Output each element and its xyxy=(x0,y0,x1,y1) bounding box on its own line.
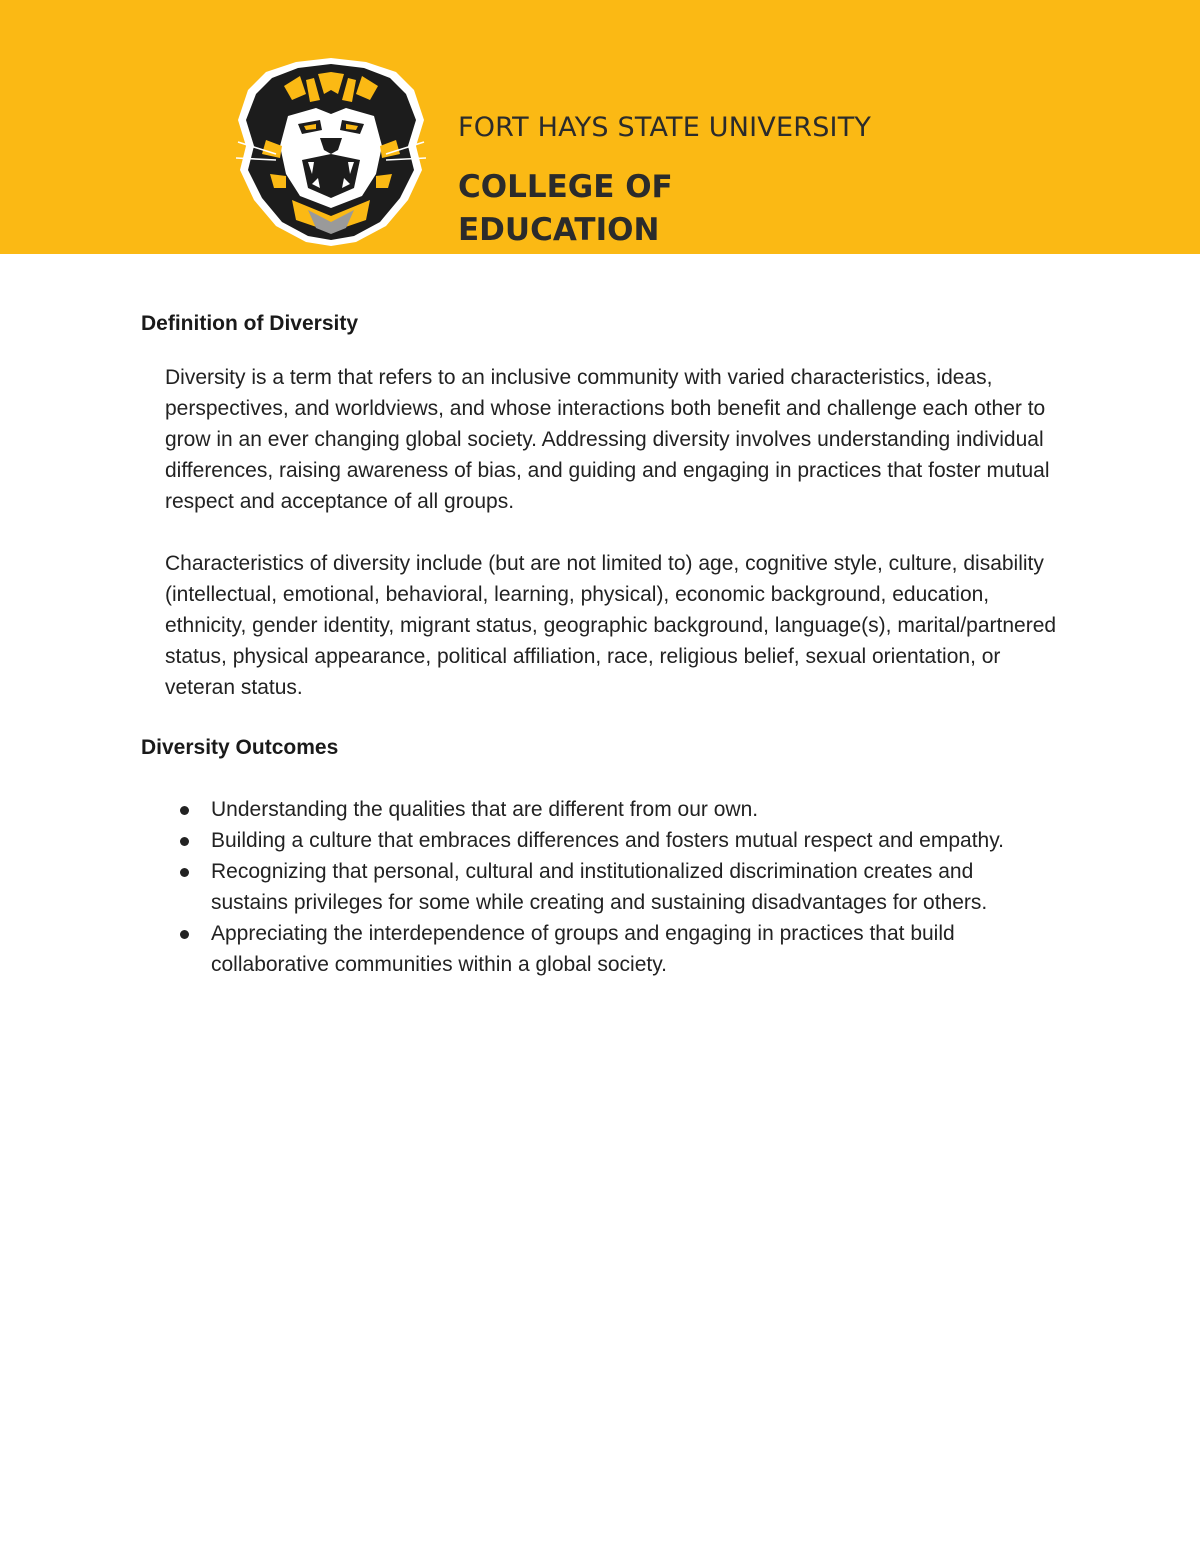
list-item-text: Building a culture that embraces differences and fosters mutual respect and empathy. xyxy=(211,829,1004,852)
institution-wordmark xyxy=(458,112,871,252)
bullet-icon xyxy=(180,930,189,939)
bullet-icon xyxy=(180,868,189,877)
definition-heading: Definition of Diversity xyxy=(141,312,359,335)
college-name xyxy=(458,166,871,252)
college-name-line2: EDUCATION xyxy=(458,212,660,248)
bullet-icon xyxy=(180,806,189,815)
list-item xyxy=(141,794,1031,825)
list-item-text: Understanding the qualities that are different from our own. xyxy=(211,798,759,821)
university-name: FORT HAYS STATE UNIVERSITY xyxy=(458,112,872,143)
header-banner xyxy=(0,0,1200,254)
list-item xyxy=(141,918,1031,980)
list-item-text: Appreciating the interdependence of groups and engaging in practices that build collaborative communities within a global society. xyxy=(211,922,955,976)
document-body xyxy=(141,308,1061,980)
outcomes-heading: Diversity Outcomes xyxy=(141,736,339,759)
list-item-text: Recognizing that personal, cultural and institutionalized discrimination creates and sustains privileges for some while creating and sustaining disadvantages for others. xyxy=(211,860,988,914)
college-name-line1: COLLEGE OF xyxy=(458,169,673,205)
characteristics-paragraph: Characteristics of diversity include (but are not limited to) age, cognitive style, culture, disability (intellectual, emotional, behavioral, learning, physical), economic background, education, ethnicity, gender identity, migrant status, geographic background, language(s), marital/partnered status, physical appearance, political affiliation, race, religious belief, sexual orientation, or veteran status. xyxy=(165,552,1057,699)
outcomes-list xyxy=(141,794,1061,980)
bullet-icon xyxy=(180,837,189,846)
definition-paragraph: Diversity is a term that refers to an inclusive community with varied characteristics, ideas, perspectives, and worldviews, and whose interactions both benefit and challenge each other to grow in an ever changing global society. Addressing diversity involves understanding individual differences, raising awareness of bias, and guiding and engaging in practices that foster mutual respect and acceptance of all groups. xyxy=(165,366,1050,513)
list-item xyxy=(141,856,1031,918)
tiger-head-icon xyxy=(236,50,426,246)
list-item xyxy=(141,825,1031,856)
